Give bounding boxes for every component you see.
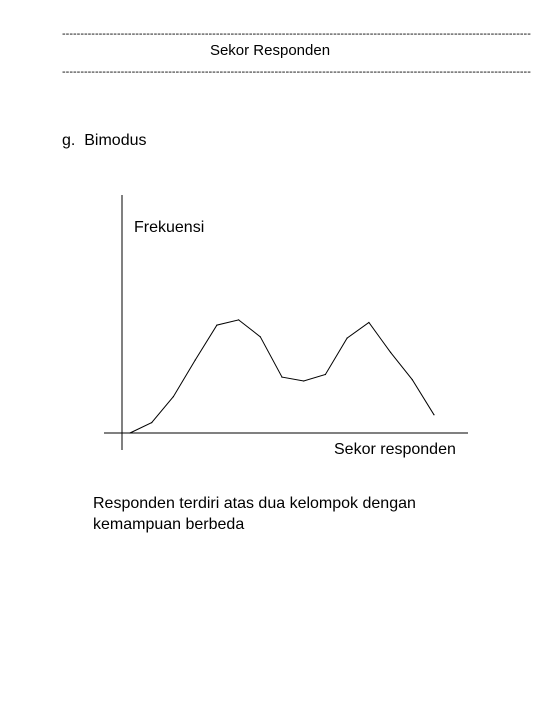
data-point [151,422,152,423]
series-layer [129,319,434,433]
header-dashed-rule-bottom: -------------------------------------------------------------------------------------------------------------------------------- [62,66,531,78]
caption [93,493,493,535]
section-heading: g. Bimodus [62,132,147,149]
series-line-0 [130,320,434,433]
data-point [173,396,174,397]
caption-line-2: kemampuan berbeda [93,516,245,533]
data-point [412,379,413,380]
data-point [303,380,304,381]
data-point [195,360,196,361]
data-point [390,352,391,353]
y-axis-label: Frekuensi [134,219,205,236]
header-title: Sekor Responden [209,42,331,59]
data-point [433,414,434,415]
data-point [129,432,130,433]
data-point [281,377,282,378]
header-dashed-rule-top: -------------------------------------------------------------------------------------------------------------------------------- [62,28,531,40]
data-point [347,338,348,339]
data-point [216,325,217,326]
caption-line-1: Responden terdiri atas dua kelompok dengan [93,495,416,512]
data-point [368,322,369,323]
data-point [238,319,239,320]
x-axis-label: Sekor responden [334,441,456,458]
data-point [260,336,261,337]
data-point [325,374,326,375]
